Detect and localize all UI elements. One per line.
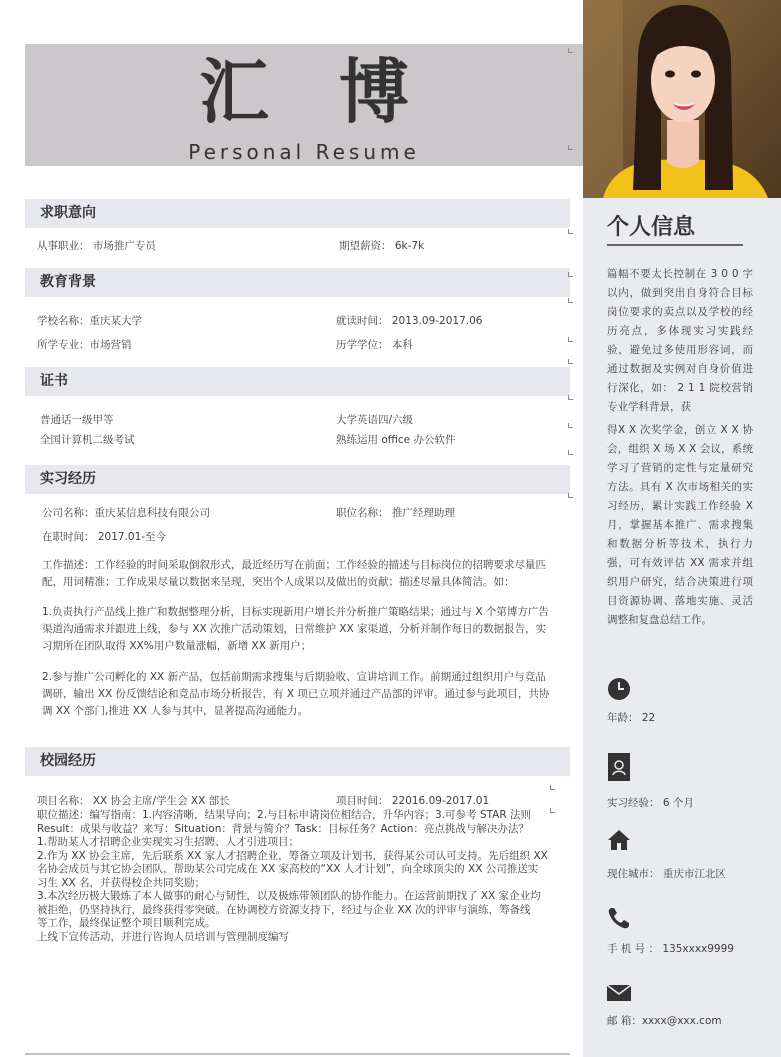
cert-office: 熟练运用 office 办公软件 [336, 434, 456, 446]
campus-line: Result：成果与收益？来写：Situation：背景与简介？Task：目标任务？Action：亮点挑战与解决办法？ [37, 822, 529, 835]
intern-item-1: 1.负责执行产品线上推广和数据整理分析，目标实现新用户增长并分析推广策略结果；通过与 X 个第博方广告渠道沟通需求并跟进上线，参与 XX 次推广活动策划，日常维护 XX 家渠道，分析并制作每日的数据报告，实习期所在团队取得 XX%用户数量涨幅，新增 XX 新用户； [42, 606, 549, 652]
info-phone: 手 机 号 ： 135xxxx9999 [607, 943, 734, 955]
side-title: 个人信息 [607, 215, 696, 240]
intent-job: 从事职业： 市场推广专员 [37, 240, 156, 252]
crop-mark [550, 785, 555, 790]
crop-mark [568, 337, 573, 342]
crop-mark [568, 395, 573, 400]
side-title-rule [607, 244, 743, 246]
campus-line: 3.本次经历极大锻炼了本人做事的耐心与韧性，以及极炼带领团队的协作能力。在运营前期找了 XX 家企业均 [37, 890, 541, 902]
crop-mark [568, 423, 573, 428]
intern-time: 在职时间： 2017.01-至今 [42, 531, 167, 543]
edu-degree: 历学学位： 本科 [336, 339, 413, 351]
profile-photo [583, 0, 781, 198]
section-bar-education [25, 268, 570, 297]
section-bar-intent [25, 199, 570, 228]
crop-mark [568, 48, 573, 53]
cert-mandarin: 普通话一级甲等 [40, 414, 114, 426]
campus-time: 项目时间： 22016.09-2017.01 [336, 795, 490, 807]
intern-item-2: 2.参与推广公司孵化的 XX 新产品，包括前期需求搜集与后期验收、宣讲培训工作。前期通过组织用户与竞品调研，输出 XX 份反馈结论和竞品市场分析报告，有 X 项已立项并通过产品部的评审。通过参与此项目，共协调 XX 个部门,推进 XX 人参与其中，显著提高沟通能力。 [42, 671, 550, 717]
campus-line: 被拒绝，仍坚持执行，最终获得零突破。在协调校方资源支持下，经过与企业 XX 次的评审与演练，筹备线 [37, 903, 531, 916]
campus-line: 习生 XX 名，并获得校企共同奖励； [37, 876, 206, 889]
mail-icon [607, 984, 631, 1002]
edu-period: 就读时间： 2013.09-2017.06 [336, 315, 483, 327]
crop-mark [568, 145, 573, 150]
crop-mark [568, 450, 573, 455]
home-icon [607, 828, 631, 852]
section-title-intent: 求职意向 [40, 205, 96, 221]
intent-salary: 期望薪资： 6k-7k [339, 240, 425, 252]
info-experience: 实习经验： 6 个月 [607, 797, 694, 809]
badge-icon [607, 752, 631, 782]
section-title-internship: 实习经历 [40, 471, 96, 487]
cert-english: 大学英语四/六级 [336, 414, 414, 426]
section-bar-internship [25, 465, 570, 494]
profile-photo-illustration [583, 0, 781, 198]
info-email: 邮 箱：xxxx@xxx.com [607, 1015, 722, 1027]
campus-line: 职位描述：编写指南：1.内容清晰，结果导向；2.与目标申请岗位相结合，升华内容；3.可参考 STAR 法则 [37, 809, 531, 821]
edu-major: 所学专业：市场营销 [37, 339, 132, 351]
resume-name: 汇博 [199, 51, 479, 133]
campus-desc [37, 809, 555, 944]
crop-mark [550, 808, 555, 813]
bottom-divider [25, 1053, 570, 1055]
crop-mark [568, 272, 573, 277]
campus-line: 名协会成员与其它协会团队，帮助某公司完成在 XX 家高校的“XX 人才计划”，向全球顶尖的 XX 公司推送实 [37, 863, 539, 875]
side-intro-1: 篇幅不要太长控制在 3 0 0 字以内，做到突出自身符合目标岗位要求的卖点以及学校的经历亮点，多体现实习实践经验，避免过多使用形容词，而通过数据及实例对自身价值进行深化，如： 2 1 1 院校营销专业学科背景，获 [607, 268, 753, 413]
campus-line: 上线下宣传活动，并进行咨询人员培训与管理制度编写 [37, 930, 289, 943]
clock-icon [607, 677, 631, 701]
crop-marks [568, 40, 576, 840]
edu-school: 学校名称：重庆某大学 [37, 315, 142, 327]
crop-mark [568, 229, 573, 234]
side-intro-2: 得X X 次奖学金，创立 X X 协会，组织 X 场 X X 会议，系统学习了营销的定性与定量研究方法。具有 X 次市场相关的实习经历，累计实践工作经验 X 月，掌握基本推广、需求搜集和数据分析等技术，执行力强，可有效评估 XX 需求并组织用户研究，结合决策进行项目资源协调、落地实施、灵活调整和复盘总结工作。 [607, 424, 753, 626]
crop-mark [568, 359, 573, 364]
info-city: 现住城市： 重庆市江北区 [607, 868, 726, 880]
crop-mark [568, 493, 573, 498]
phone-icon [607, 906, 631, 930]
intern-desc: 工作描述：工作经验的时间采取倒叙形式，最近经历写在前面；工作经验的描述与目标岗位的招聘要求尽量匹配，用词精准；工作成果尽量以数据来呈现，突出个人成果以及做出的贡献；描述尽量具体简洁。如： [42, 559, 546, 588]
resume-subtitle: Personal Resume [188, 140, 420, 164]
section-title-education: 教育背景 [40, 274, 96, 290]
intern-position: 职位名称： 推广经理助理 [336, 507, 455, 519]
intern-company: 公司名称：重庆某信息科技有限公司 [42, 507, 210, 519]
campus-project: 项目名称： XX 协会主席/学生会 XX 部长 [37, 795, 230, 807]
cert-computer: 全国计算机二级考试 [40, 434, 135, 446]
section-bar-certificates [25, 367, 570, 396]
campus-line: 等工作，最终保证整个项目顺利完成。 [37, 917, 216, 929]
info-age: 年龄： 22 [607, 712, 656, 724]
campus-line: 2.作为 XX 协会主席，先后联系 XX 家人才招聘企业，筹备立项及计划书，获得某公司认可支持。先后组织 XX [37, 849, 548, 862]
crop-mark [568, 298, 573, 303]
section-bar-campus [25, 747, 570, 776]
section-title-campus: 校园经历 [40, 753, 96, 769]
section-title-certificates: 证书 [40, 373, 68, 389]
campus-line: 1.帮助某人才招聘企业实现实习生招聘、人才引进项目； [37, 836, 300, 848]
